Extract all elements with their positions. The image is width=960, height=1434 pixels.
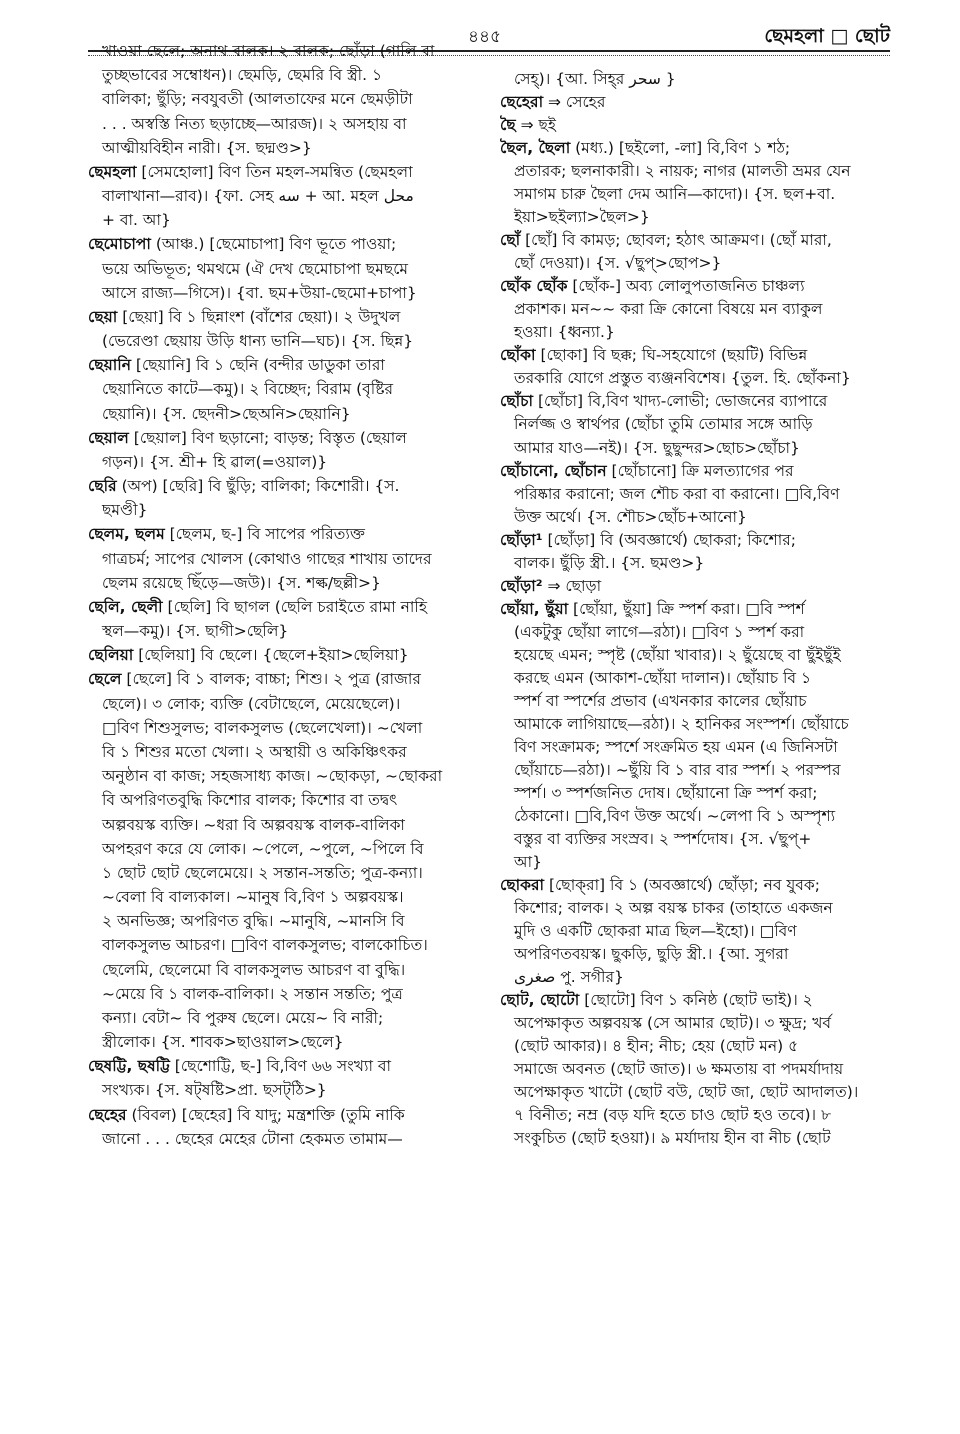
definition-text: ছেলেমি, ছেলেমো বি বালকসুলভ আচরণ বা বুদ্ধি। xyxy=(102,960,406,979)
headword: ছোঁকা xyxy=(500,346,536,365)
definition-text: صغرى পু. সগীর} xyxy=(514,968,624,987)
entry-line xyxy=(500,137,892,159)
definition-text: বালক। ছুঁড়ি স্ত্রী.। {স. ছমণ্ড>} xyxy=(514,553,705,572)
definition-text: ~বেলা বি বাল্যকাল। ~মানুষ বি,বিণ ১ অল্পবয়স্ক। xyxy=(102,888,404,907)
definition-text: খাওয়া ছেলে; অনাথ বালক। ২ বালক; ছোঁড়া (গালি বা xyxy=(102,42,435,60)
text-line xyxy=(500,805,892,827)
definition-text: তুচ্ছভাবের সম্বোধন)। ছেমড়ি, ছেমরি বি স্ত্রী. ১ xyxy=(102,66,383,85)
text-line xyxy=(88,886,480,908)
text-line xyxy=(500,943,892,965)
entry-line xyxy=(88,306,480,328)
entry-line xyxy=(88,523,480,545)
definition-text: [ছোঁ] বি কামড়; ছোবল; হঠাৎ আক্রমণ। (ছোঁ মারা, xyxy=(520,231,832,250)
definition-text: ১ ছোট ছোট ছেলেমেয়ে। ২ সন্তান-সন্ততি; পুত্র-কন্যা। xyxy=(102,863,423,882)
definition-text: প্রকাশক। মন~~ করা ক্রি কোনো বিষয়ে মন ব্যাকুল xyxy=(514,300,823,319)
text-line xyxy=(88,1007,480,1029)
definition-text: [ছেলি] বি ছাগল (ছেলি চরাইতে রামা নাহি xyxy=(162,597,427,616)
text-line xyxy=(500,367,892,389)
definition-text: (অপ) [ছেরি] বি ছুঁড়ি; বালিকা; কিশোরী। {স. xyxy=(116,477,400,496)
text-line xyxy=(88,789,480,811)
headword: ছৈল, ছৈলা xyxy=(500,139,571,158)
entry-line xyxy=(88,354,480,376)
definition-text: ⇒ সেহের xyxy=(543,93,606,112)
text-line xyxy=(88,258,480,280)
definition-text: [ছেয়ানি] বি ১ ছেনি (বন্দীর ডাডুকা তারা xyxy=(131,356,385,375)
text-line xyxy=(500,1104,892,1126)
headword: ছেলম, ছলম xyxy=(88,525,165,544)
definition-text: আমার যাও—নই)। {স. ছুছুন্দর>ছোচ>ছোঁচা} xyxy=(514,438,800,457)
definition-text: ছোঁ দেওয়া)। {স. √ছুপ্‌>ছোপ>} xyxy=(514,254,722,273)
headword: ছোঁচানো, ছোঁচান xyxy=(500,461,607,480)
text-line xyxy=(500,506,892,528)
headword: ছেয়াল xyxy=(88,428,129,447)
entry-line xyxy=(500,989,892,1011)
text-line xyxy=(88,113,480,135)
definition-text: বি অপরিণতবুদ্ধি কিশোর বালক; কিশোর বা তদ্বৎ xyxy=(102,791,398,810)
entry-line xyxy=(500,114,892,136)
text-line xyxy=(500,68,892,90)
text-line xyxy=(500,1058,892,1080)
definition-text: হওয়া। {ধ্বন্যা.} xyxy=(514,323,615,342)
text-line xyxy=(500,1012,892,1034)
headword: ছোঁড়া² xyxy=(500,576,543,595)
definition-text: ঠেকানো। □বি,বিণ উক্ত অর্থে। ~লেপা বি ১ অস্পৃশ্য xyxy=(514,807,836,825)
text-line xyxy=(500,160,892,182)
definition-text: বালকসুলভ আচরণ। □বিণ বালকসুলভ; বালকোচিত। xyxy=(102,936,428,955)
text-line xyxy=(88,185,480,207)
text-line xyxy=(500,851,892,873)
entry-line xyxy=(500,344,892,366)
definition-text: নির্লজ্জ ও স্বার্থপর (ছোঁচা তুমি তোমার সঙ্গে আড়ি xyxy=(514,415,813,434)
entry-line xyxy=(88,1055,480,1077)
definition-text: [ছেশোট্টি, ছ-] বি,বিণ ৬৬ সংখ্যা বা xyxy=(169,1057,392,1076)
text-line xyxy=(500,920,892,942)
headword: ছোঁড়া¹ xyxy=(500,530,543,549)
definition-text: ভয়ে অভিভূত; থমথমে (ঐ দেখ ছেমোচাপা ছমছমে xyxy=(102,259,409,278)
headword: ছেহেরা xyxy=(500,93,544,112)
headword: ছেহের xyxy=(88,1105,127,1124)
text-line xyxy=(88,1079,480,1101)
entry-line xyxy=(88,161,480,183)
headword: ছৈ xyxy=(500,116,516,135)
text-line xyxy=(88,983,480,1005)
text-line xyxy=(500,759,892,781)
text-line xyxy=(88,64,480,86)
text-line xyxy=(500,644,892,666)
left-column xyxy=(88,40,480,1150)
text-line xyxy=(500,828,892,850)
headword: ছেয়া xyxy=(88,307,118,326)
text-line xyxy=(88,862,480,884)
entry-line xyxy=(500,598,892,620)
headword: ছেলিয়া xyxy=(88,646,134,665)
definition-text: [ছোটো] বিণ ১ কনিষ্ঠ (ছোট ভাই)। ২ xyxy=(579,991,813,1010)
definition-text: ছেয়ানিতে কাটে—কমু)। ২ বিচ্ছেদ; বিরাম (বৃষ্টির xyxy=(102,380,394,399)
text-line xyxy=(88,693,480,715)
definition-text: [সেমহোলা] বিণ তিন মহল-সমন্বিত (ছেমহলা xyxy=(136,162,413,181)
definition-text: [ছোঁচা] বি,বিণ খাদ্য-লোভী; ভোজনের ব্যাপারে xyxy=(533,392,828,411)
entry-line xyxy=(88,233,480,255)
definition-text: ছমণ্ডী} xyxy=(102,501,148,520)
definition-text: ~মেয়ে বি ১ বালক-বালিকা। ২ সন্তান সন্ততি; পুত্র xyxy=(102,984,403,1003)
definition-text: ছেয়ানি)। {স. ছেদনী>ছেঅনি>ছেয়ানি} xyxy=(102,404,351,423)
definition-text: [ছেলিয়া] বি ছেলে। {ছেলে+ইয়া>ছেলিয়া} xyxy=(133,646,409,665)
definition-text: জানো . . . ছেহের মেহের টোনা হেকমত তামাম— xyxy=(102,1129,403,1148)
headword: ছোট, ছোটো xyxy=(500,991,580,1010)
text-line xyxy=(88,934,480,956)
text-line xyxy=(500,413,892,435)
entry-line xyxy=(88,427,480,449)
right-column xyxy=(500,68,892,1150)
definition-text: [ছেয়াল] বিণ ছড়ানো; বাড়ন্ত; বিস্তৃত (ছেয়াল xyxy=(128,428,407,447)
text-line xyxy=(500,736,892,758)
text-line xyxy=(88,40,480,62)
text-line xyxy=(88,717,480,739)
text-line xyxy=(88,572,480,594)
entry-line xyxy=(88,668,480,690)
definition-text: অনুষ্ঠান বা কাজ; সহজসাধ্য কাজ। ~ছোকড়া, ~ছোকরা xyxy=(102,767,443,786)
text-line xyxy=(500,1035,892,1057)
definition-text: ইয়া>ছইল্যা>ছৈল>} xyxy=(514,208,650,227)
definition-text: হয়েছে এমন; স্পৃষ্ট (ছোঁয়া খাবার)। ২ ছুঁয়েছে বা ছুঁইছুঁই xyxy=(514,645,841,664)
text-line xyxy=(500,667,892,689)
running-head: ছেমহলা □ ছোট xyxy=(764,25,890,47)
definition-text: স্ত্রীলোক। {স. শাবক>ছাওয়াল>ছেলে} xyxy=(102,1033,344,1052)
definition-text: (আঞ্চ.) [ছেমোচাপা] বিণ ভূতে পাওয়া; xyxy=(150,235,397,254)
definition-text: [ছেলম, ছ-] বি সাপের পরিত্যক্ত xyxy=(164,525,365,544)
definition-text: বালাখানা—রাব)। {ফা. সেহ سه + আ. মহল محل xyxy=(102,187,414,206)
definition-text: বালিকা; ছুঁড়ি; নবযুবতী (আলতাফের মনে ছেমড়ীটা xyxy=(102,90,413,109)
definition-text: সেহ্‌)। {আ. সিহ্‌র سحر } xyxy=(514,70,676,88)
definition-text: আ} xyxy=(514,853,542,872)
text-line xyxy=(88,959,480,981)
text-line xyxy=(500,437,892,459)
definition-text: মুদি ও একটি ছোকরা মাত্র ছিল—ইহো)। □বিণ xyxy=(514,922,797,941)
text-line xyxy=(88,765,480,787)
definition-text: [ছোঁচানো] ক্রি মলত্যাগের পর xyxy=(606,461,794,480)
text-line xyxy=(88,282,480,304)
definition-text: তরকারি যোগে প্রস্তুত ব্যঞ্জনবিশেষ। {তুল. হি. ছোঁকনা} xyxy=(514,369,851,388)
definition-text: অল্পবয়স্ক ব্যক্তি। ~ধরা বি অল্পবয়স্ক বালক-বালিকা xyxy=(102,815,405,834)
definition-text: অপরিণতবয়স্ক। ছুকড়ি, ছুড়ি স্ত্রী.। {আ. সুগরা xyxy=(514,945,789,964)
definition-text: বিণ সংক্রামক; স্পর্শে সংক্রমিত হয় এমন (এ জিনিসটা xyxy=(514,737,838,756)
text-line xyxy=(88,209,480,231)
entry-line xyxy=(88,1104,480,1126)
definition-text: ⇒ ছই xyxy=(515,116,556,135)
definition-text: আত্মীয়বিহীন নারী। {স. ছদ্মণ্ড>} xyxy=(102,138,312,157)
headword: ছেরি xyxy=(88,477,117,496)
definition-text: [ছোক্‌রা] বি ১ (অবজ্ঞার্থে) ছোঁড়া; নব যুবক; xyxy=(544,876,820,895)
headword: ছেলে xyxy=(88,670,122,689)
definition-text: স্পর্শ বা স্পর্শের প্রভাব (এখনকার কালের ছোঁয়াচ xyxy=(514,691,807,710)
definition-text: [ছোঁড়া] বি (অবজ্ঞার্থে) ছোকরা; কিশোর; xyxy=(542,530,796,549)
headword: ছোঁয়া, ছুঁয়া xyxy=(500,599,569,618)
definition-text: (ছোট আকার)। ৪ হীন; নীচ; হেয় (ছোট মন) ৫ xyxy=(514,1037,799,1056)
definition-text: + বা. আ} xyxy=(102,211,171,230)
definition-text: অপেক্ষাকৃত অল্পবয়স্ক (সে আমার ছোট)। ৩ ক্ষুদ্র; খর্ব xyxy=(514,1014,832,1033)
headword: ছোঁচা xyxy=(500,392,534,411)
definition-text: . . . অস্বস্তি নিত্য ছড়াচ্ছে—আরজ)। ২ অসহায় বা xyxy=(102,114,407,133)
definition-text: ৭ বিনীত; নম্র (বড় যদি হতে চাও ছোট হও তবে)। ৮ xyxy=(514,1106,832,1125)
definition-text: (বিবল) [ছেহের] বি যাদু; মন্ত্রশক্তি (তুমি নাকি xyxy=(126,1105,405,1124)
text-line xyxy=(500,298,892,320)
text-line xyxy=(88,403,480,425)
entry-line xyxy=(88,475,480,497)
text-line xyxy=(88,548,480,570)
text-line xyxy=(500,183,892,205)
text-line xyxy=(88,741,480,763)
definition-text: বস্তুর বা ব্যক্তির সংস্রব। ২ স্পর্শদোষ। {স. √ছুপ্‌+ xyxy=(514,830,812,849)
definition-text: (একটুকু ছোঁয়া লাগে—রঠা)। □বিণ ১ স্পর্শ করা xyxy=(514,622,805,641)
definition-text: ছোঁয়াচে—রঠা)। ~ছুঁয়ি বি ১ বার বার স্পর্শ। ২ পরস্পর xyxy=(514,760,841,779)
entry-line xyxy=(500,390,892,412)
text-line xyxy=(500,321,892,343)
entry-line xyxy=(500,575,892,597)
text-line xyxy=(88,88,480,110)
definition-text: [ছেলে] বি ১ বালক; বাচ্চা; শিশু। ২ পুত্র (রাজার xyxy=(121,670,421,689)
definition-text: কিশোর; বালক। ২ অল্প বয়স্ক চাকর (তাহাতে একজন xyxy=(514,899,833,918)
text-line xyxy=(88,330,480,352)
entry-line xyxy=(500,275,892,297)
headword: ছোঁ xyxy=(500,231,521,250)
text-line xyxy=(88,451,480,473)
text-line xyxy=(88,1031,480,1053)
definition-text: ছেলম রয়েছে ছিঁড়ে—জউ)। {স. শল্ক/ছল্লী>} xyxy=(102,573,381,592)
definition-text: (মধ্য.) [ছইলো, -লা] বি,বিণ ১ শঠ; xyxy=(570,139,791,158)
text-line xyxy=(88,838,480,860)
entry-line xyxy=(500,529,892,551)
text-line xyxy=(500,690,892,712)
definition-text: বি ১ শিশুর মতো খেলা। ২ অস্থায়ী ও অকিঞ্চিৎকর xyxy=(102,742,407,761)
definition-text: অপেক্ষাকৃত খাটো (ছোট বউ, ছোট জা, ছোট আদালত)। xyxy=(514,1083,859,1102)
entry-line xyxy=(500,460,892,482)
headword: ছেষট্টি, ছষট্টি xyxy=(88,1057,170,1076)
headword: ছোঁক ছোঁক xyxy=(500,277,568,296)
definition-text: সমাগম চারু ছৈলা দেম আনি—কাদো)। {স. ছল+বা. xyxy=(514,185,836,204)
page-number: ৪৪৫ xyxy=(468,27,502,47)
definition-text: ২ অনভিজ্ঞ; অপরিণত বুদ্ধি। ~মানুষি, ~মানসি বি xyxy=(102,912,405,931)
text-line xyxy=(500,621,892,643)
definition-text: আসে রাজ্য—গিসে)। {বা. ছম+উয়া-ছেমো+চাপা} xyxy=(102,283,417,302)
definition-text: [ছেয়া] বি ১ ছিন্নাংশ (বাঁশের ছেয়া)। ২ উদুখল xyxy=(117,307,401,326)
definition-text: [ছোকা] বি ছক্ক; ঘি-সহযোগে (ছয়টি) বিভিন্ন xyxy=(535,346,808,365)
entry-line xyxy=(500,874,892,896)
text-line xyxy=(500,483,892,505)
entry-line xyxy=(88,596,480,618)
text-line xyxy=(500,206,892,228)
definition-text: [ছোঁয়া, ছুঁয়া] ক্রি স্পর্শ করা। □বি স্পর্শ xyxy=(568,599,805,618)
definition-text: ছেলে)। ৩ লোক; ব্যক্তি (বেটাছেলে, মেয়েছেলে)। xyxy=(102,694,401,713)
definition-text: সমাজে অবনত (ছোট জাত)। ৬ ক্ষমতায় বা পদমর্যাদায় xyxy=(514,1060,844,1079)
definition-text: গাত্রচর্ম; সাপের খোলস (কোথাও গাছের শাখায় তাদের xyxy=(102,549,432,568)
definition-text: আমাকে লাগিয়াছে—রঠা)। ২ হানিকর সংস্পর্শ। ছোঁয়াচে xyxy=(514,714,849,733)
text-line xyxy=(88,137,480,159)
text-line xyxy=(88,910,480,932)
headword: ছেলি, ছেলী xyxy=(88,597,163,616)
definition-text: (ভেরেণ্ডা ছেয়ায় উড়ি ধান্য ভানি—ঘচ)। {স. ছিন্ন} xyxy=(102,332,414,351)
text-line xyxy=(500,897,892,919)
definition-text: [ছোঁক-] অব্য লোলুপতাজনিত চাঞ্চল্য xyxy=(567,277,805,296)
definition-text: □বিণ শিশুসুলভ; বালকসুলভ (ছেলেখেলা)। ~খেলা xyxy=(102,718,423,737)
headword: ছেয়ানি xyxy=(88,356,131,375)
text-line xyxy=(88,1128,480,1150)
headword: ছেমহলা xyxy=(88,162,137,181)
definition-text: পরিষ্কার করানো; জল শৌচ করা বা করানো। □বি,বিণ xyxy=(514,484,840,503)
text-line xyxy=(88,620,480,642)
entry-line xyxy=(500,229,892,251)
definition-text: স্পর্শ। ৩ স্পর্শজনিত দোষ। ছোঁয়ানো ক্রি স্পর্শ করা; xyxy=(514,783,818,802)
text-line xyxy=(500,1127,892,1149)
headword: ছেমোচাপা xyxy=(88,235,151,254)
definition-text: স্থল—কমু)। {স. ছাগী>ছেলি} xyxy=(102,622,289,641)
entry-line xyxy=(500,91,892,113)
entry-line xyxy=(88,644,480,666)
definition-text: সংকুচিত (ছোট হওয়া)। ৯ মর্যাদায় হীন বা নীচ (ছোট xyxy=(514,1129,831,1148)
text-line xyxy=(88,814,480,836)
text-line xyxy=(500,552,892,574)
headword: ছোকরা xyxy=(500,876,545,895)
text-line xyxy=(500,252,892,274)
definition-text: কন্যা। বেটা~ বি পুরুষ ছেলে। মেয়ে~ বি নারী; xyxy=(102,1008,384,1027)
definition-text: সংখ্যক। {স. ষট্‌ষষ্টি>প্রা. ছসট্‌ঠি>} xyxy=(102,1081,327,1100)
text-line xyxy=(88,499,480,521)
definition-text: ⇒ ছোড়া xyxy=(542,576,602,595)
text-line xyxy=(88,378,480,400)
definition-text: অপহরণ করে যে লোক। ~পেলে, ~পুলে, ~পিলে বি xyxy=(102,839,424,858)
definition-text: প্রতারক; ছলনাকারী। ২ নায়ক; নাগর (মালতী ভ্রমর যেন xyxy=(514,162,851,181)
text-line xyxy=(500,713,892,735)
definition-text: করছে এমন (আকাশ-ছোঁয়া দালান)। ছোঁয়াচ বি ১ xyxy=(514,668,812,687)
text-line xyxy=(500,782,892,804)
text-line xyxy=(500,966,892,988)
definition-text: উক্ত অর্থে। {স. শৌচ>ছোঁচ+আনো} xyxy=(514,507,747,526)
text-line xyxy=(500,1081,892,1103)
definition-text: গড়ন)। {স. শ্রী+ হি ৱাল(=ওয়াল)} xyxy=(102,452,328,471)
